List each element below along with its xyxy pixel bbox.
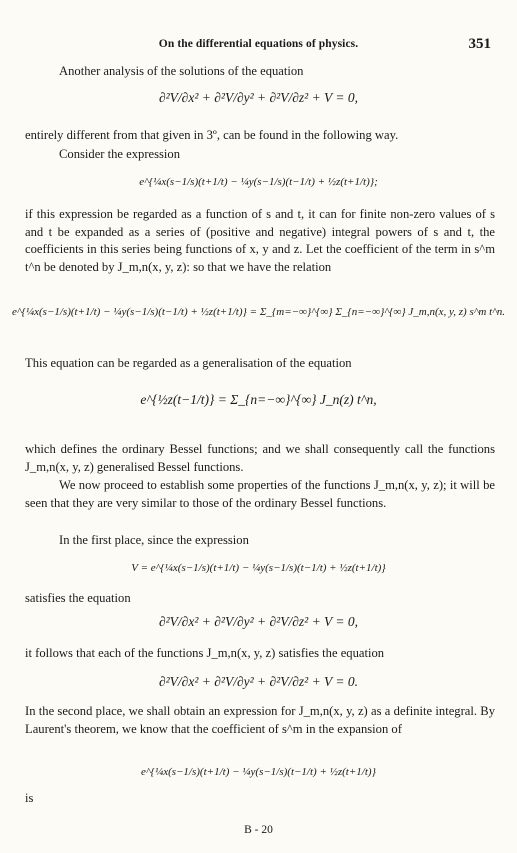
paragraph-8: In the first place, since the expression (59, 533, 249, 547)
paragraph-11: In the second place, we shall obtain an expression for J_m,n(x, y, z) as a definite integral. By Laurent's theorem, we know that the coefficient of s^m in the expansion of (25, 704, 495, 736)
equation-V-definition: V = e^{¼x(s−1/s)(t+1/t) − ¼y(s−1/s)(t−1/t) + ½z(t+1/t)} (131, 562, 386, 574)
equation-expression-2: e^{¼x(s−1/s)(t+1/t) − ¼y(s−1/s)(t−1/t) + ½z(t+1/t)} (141, 766, 376, 778)
page-number: 351 (468, 36, 491, 52)
equation-bessel: e^{½z(t−1/t)} = Σ_{n=−∞}^{∞} J_n(z) t^n, (140, 392, 377, 407)
page-footer: B - 20 (244, 824, 273, 836)
paragraph-1: Another analysis of the solutions of the equation (59, 64, 304, 78)
paragraph-6: which defines the ordinary Bessel functions; and we shall consequently call the functions J_m,n(x, y, z) generalised Bessel functions. (25, 442, 495, 474)
paragraph-5: This equation can be regarded as a generalisation of the equation (25, 356, 352, 370)
equation-relation: e^{¼x(s−1/s)(t+1/t) − ¼y(s−1/s)(t−1/t) + ½z(t+1/t)} = Σ_{m=−∞}^{∞} Σ_{n=−∞}^{∞} J_m,n(x, y, z) s^m t^n. (11, 306, 506, 318)
equation-laplace-3: ∂²V/∂x² + ∂²V/∂y² + ∂²V/∂z² + V = 0. (158, 674, 359, 689)
equation-laplace: ∂²V/∂x² + ∂²V/∂y² + ∂²V/∂z² + V = 0, (158, 90, 359, 105)
paragraph-7: We now proceed to establish some properties of the functions J_m,n(x, y, z); it will be seen that they are very similar to those of the ordinary Bessel functions. (25, 478, 495, 510)
equation-laplace-2: ∂²V/∂x² + ∂²V/∂y² + ∂²V/∂z² + V = 0, (158, 614, 359, 629)
paragraph-4: if this expression be regarded as a function of s and t, it can for finite non-zero values of s and t be expanded as a series of (positive and negative) integral powers of s and t, the coefficients in this series being functions of x, y and z. Let the coefficient of the term in s^m t^n be denoted by J_m,n(x, y, z): so that we have the relation (25, 207, 495, 274)
running-title: On the differential equations of physics. (158, 38, 359, 50)
paragraph-3: Consider the expression (59, 147, 181, 161)
equation-expression: e^{¼x(s−1/s)(t+1/t) − ¼y(s−1/s)(t−1/t) + ½z(t+1/t)}; (139, 176, 378, 188)
paragraph-10: it follows that each of the functions J_m,n(x, y, z) satisfies the equation (25, 646, 385, 660)
paragraph-12: is (25, 791, 34, 805)
paragraph-2: entirely different from that given in 3º, can be found in the following way. (25, 128, 399, 142)
paragraph-9: satisfies the equation (25, 591, 131, 605)
